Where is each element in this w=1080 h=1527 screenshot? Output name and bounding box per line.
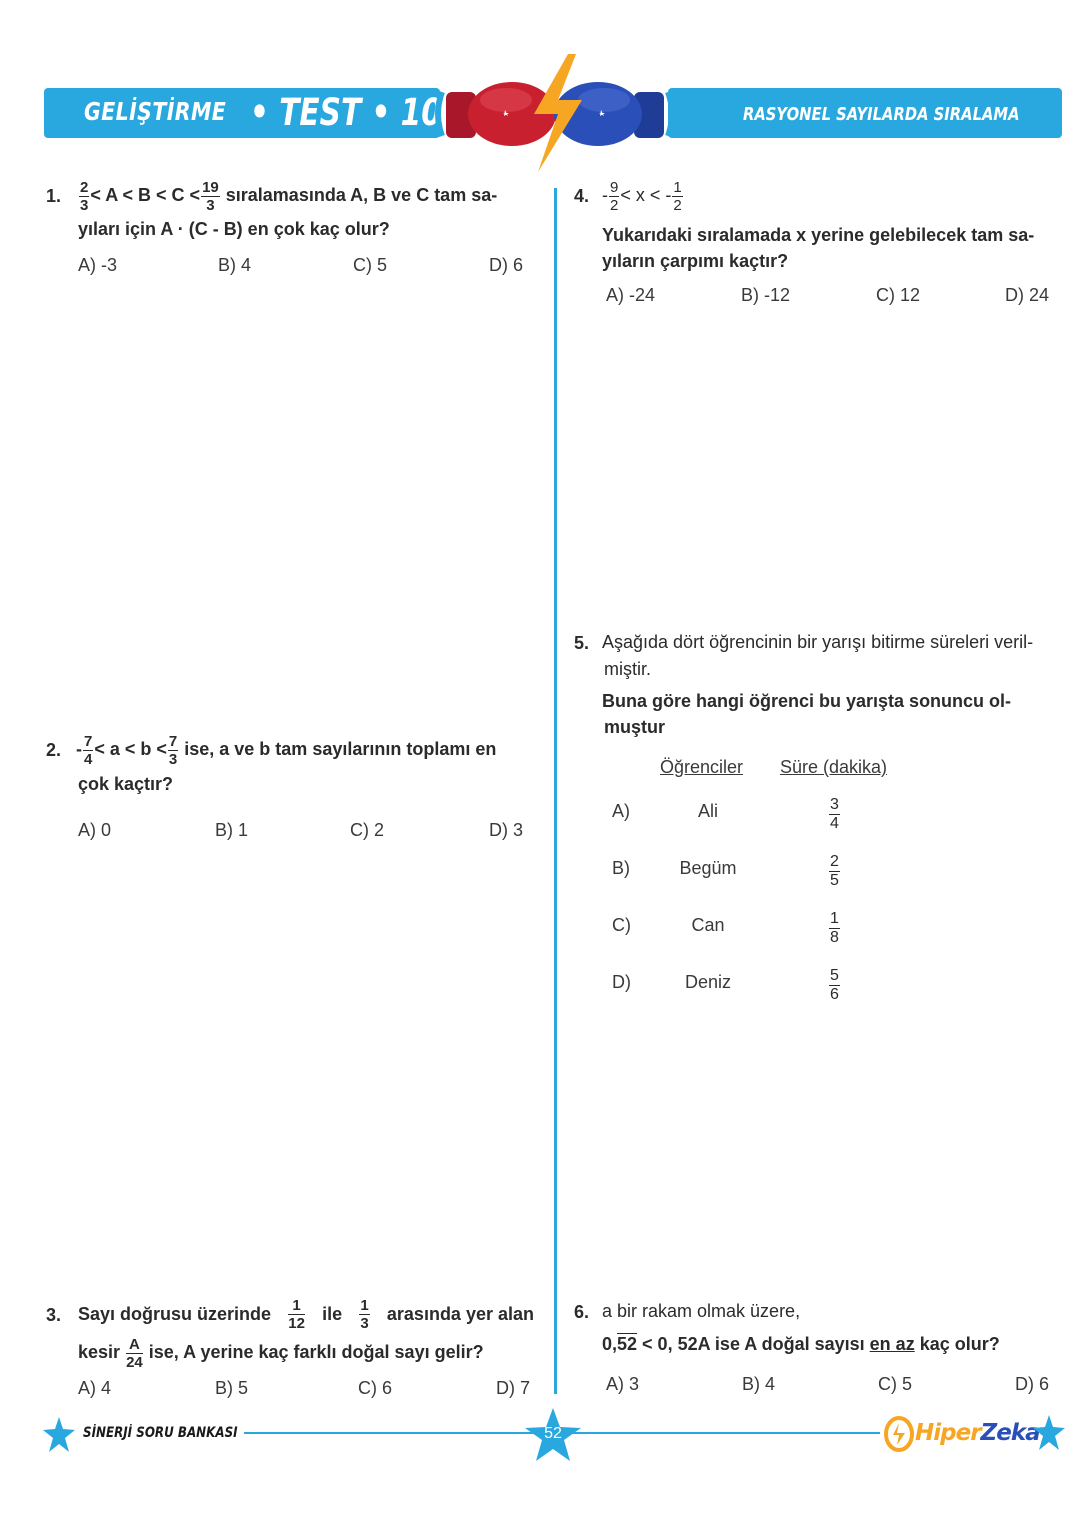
q5-time-fraction: $\frac{5}{6}$ — [830, 967, 839, 1003]
q1-stem-line2: yıları için A · (C - B) en çok kaç olur? — [78, 219, 390, 239]
q5-col-time: Süre (dakika) — [780, 757, 888, 777]
q2-inequality: < a < b < — [94, 739, 167, 759]
q3-fraction-2: $\frac{1}{3}$ — [360, 1296, 369, 1332]
q4-option-a[interactable]: A) -24 — [606, 285, 656, 305]
q2-stem-line1: - $\frac{7}{4}$ < a < b < $\frac{7}{3}$ ise, a ve b tam sayılarının toplamı en — [76, 732, 497, 768]
boxing-gloves-icon — [430, 52, 680, 174]
q6-option-d[interactable]: D) 6 — [1015, 1374, 1050, 1394]
q1-fraction-right: $\frac{19}{3}$ — [202, 178, 219, 214]
q6-emphasis: en az — [869, 1334, 915, 1354]
q6-option-b[interactable]: B) 4 — [742, 1374, 776, 1394]
q5-ask-line1: Buna göre hangi öğrenci bu yarışta sonuncu ol- — [602, 691, 1012, 711]
footer-line-right — [572, 1432, 880, 1434]
q4-option-c[interactable]: C) 12 — [876, 285, 921, 305]
q2-number: 2. — [46, 740, 62, 760]
q5-time-fraction: $\frac{1}{8}$ — [830, 910, 839, 946]
q2-option-a[interactable]: A) 0 — [78, 820, 112, 840]
q5-option-a[interactable]: A) — [612, 801, 630, 821]
q4-number: 4. — [574, 186, 590, 206]
q5-intro-line1: Aşağıda dört öğrencinin bir yarışı bitirme süreleri veril- — [602, 632, 1034, 652]
q5-option-c[interactable]: C) — [612, 915, 631, 935]
q5-ask-line2: muştur — [604, 717, 666, 737]
q3-stem-line2: kesir $\frac{A}{24}$ ise, A yerine kaç farklı doğal sayı gelir? — [78, 1335, 484, 1371]
q5-time-fraction: $\frac{3}{4}$ — [830, 796, 839, 832]
test-title: • TEST • 10 — [250, 91, 442, 134]
q2-text: ise, a ve b tam sayılarının toplamı en — [184, 739, 497, 759]
q4-fraction-left: $\frac{9}{2}$ — [610, 178, 619, 214]
q5-student-name: Ali — [697, 801, 718, 821]
q6-intro: a bir rakam olmak üzere, — [602, 1301, 801, 1321]
q4-stem-line1: Yukarıdaki sıralamada x yerine gelebilecek tam sa- — [602, 225, 1035, 245]
q1-inequality: < A < B < C < — [90, 185, 201, 205]
q4-fraction-right: $\frac{1}{2}$ — [673, 178, 682, 214]
q1-text: sıralamasında A, B ve C tam sa- — [225, 185, 498, 205]
q6-option-a[interactable]: A) 3 — [606, 1374, 640, 1394]
q2-stem-line2: çok kaçtır? — [78, 774, 174, 794]
q3-fraction-1: $\frac{1}{12}$ — [288, 1296, 305, 1332]
q3-number: 3. — [46, 1305, 62, 1325]
star-left-icon — [42, 1415, 76, 1455]
brand-logo-icon — [883, 1415, 917, 1453]
topic-title: RASYONEL SAYILARDA SIRALAMA — [743, 104, 1020, 125]
section-label: GELİŞTİRME — [84, 97, 227, 126]
q2-fraction-left: $\frac{7}{4}$ — [84, 732, 93, 768]
q3-stem-line1: Sayı doğrusu üzerinde $\frac{1}{12}$ ile $\frac{1}{3}$ arasında yer alan — [78, 1296, 534, 1332]
q1-option-d[interactable]: D) 6 — [489, 255, 524, 275]
q3-option-c[interactable]: C) 6 — [358, 1378, 393, 1398]
q5-student-name: Can — [691, 915, 725, 935]
q5-number: 5. — [574, 633, 590, 653]
q3-option-a[interactable]: A) 4 — [78, 1378, 112, 1398]
q4-option-d[interactable]: D) 24 — [1005, 285, 1050, 305]
footer-line-left — [244, 1432, 534, 1434]
q2-fraction-right: $\frac{7}{3}$ — [168, 732, 178, 768]
q1-option-b[interactable]: B) 4 — [218, 255, 252, 275]
brand-name: HiperZeka — [915, 1420, 1040, 1446]
q3-option-b[interactable]: B) 5 — [215, 1378, 249, 1398]
q4-stem-line2: yıların çarpımı kaçtır? — [602, 251, 789, 271]
q5-student-name: Begüm — [679, 858, 737, 878]
q6-repeating-decimal: 52 — [617, 1334, 638, 1354]
q1-fraction-left: $\frac{2}{3}$ — [80, 178, 89, 214]
q2-option-b[interactable]: B) 1 — [215, 820, 249, 840]
q2-option-c[interactable]: C) 2 — [350, 820, 385, 840]
q2-option-d[interactable]: D) 3 — [489, 820, 524, 840]
q6-number: 6. — [574, 1302, 590, 1322]
q4-option-b[interactable]: B) -12 — [741, 285, 791, 305]
q5-option-b[interactable]: B) — [612, 858, 630, 878]
q3-option-d[interactable]: D) 7 — [496, 1378, 531, 1398]
page-number: 52 — [544, 1425, 562, 1442]
q1-option-c[interactable]: C) 5 — [353, 255, 388, 275]
series-name: SİNERJİ SORU BANKASI — [83, 1425, 238, 1441]
star-right-icon — [1032, 1413, 1066, 1455]
q1-number: 1. — [46, 186, 62, 206]
q3-fraction-3: $\frac{A}{24}$ — [126, 1335, 143, 1371]
q5-intro-line2: miştir. — [604, 659, 651, 679]
q1-stem-line1 — [78, 178, 497, 213]
q5-option-d[interactable]: D) — [612, 972, 631, 992]
q5-time-fraction: $\frac{2}{5}$ — [830, 853, 839, 889]
q6-option-c[interactable]: C) 5 — [878, 1374, 913, 1394]
q5-student-name: Deniz — [684, 972, 732, 992]
q1-option-a[interactable]: A) -3 — [78, 255, 118, 275]
column-divider — [554, 188, 557, 1394]
q6-stem: 0,52 < 0, 52A ise A doğal sayısı en az kaç olur? — [602, 1334, 1000, 1354]
q4-inequality: - $\frac{9}{2}$ < x < - $\frac{1}{2}$ — [602, 178, 682, 214]
q5-col-students: Öğrenciler — [660, 757, 744, 777]
